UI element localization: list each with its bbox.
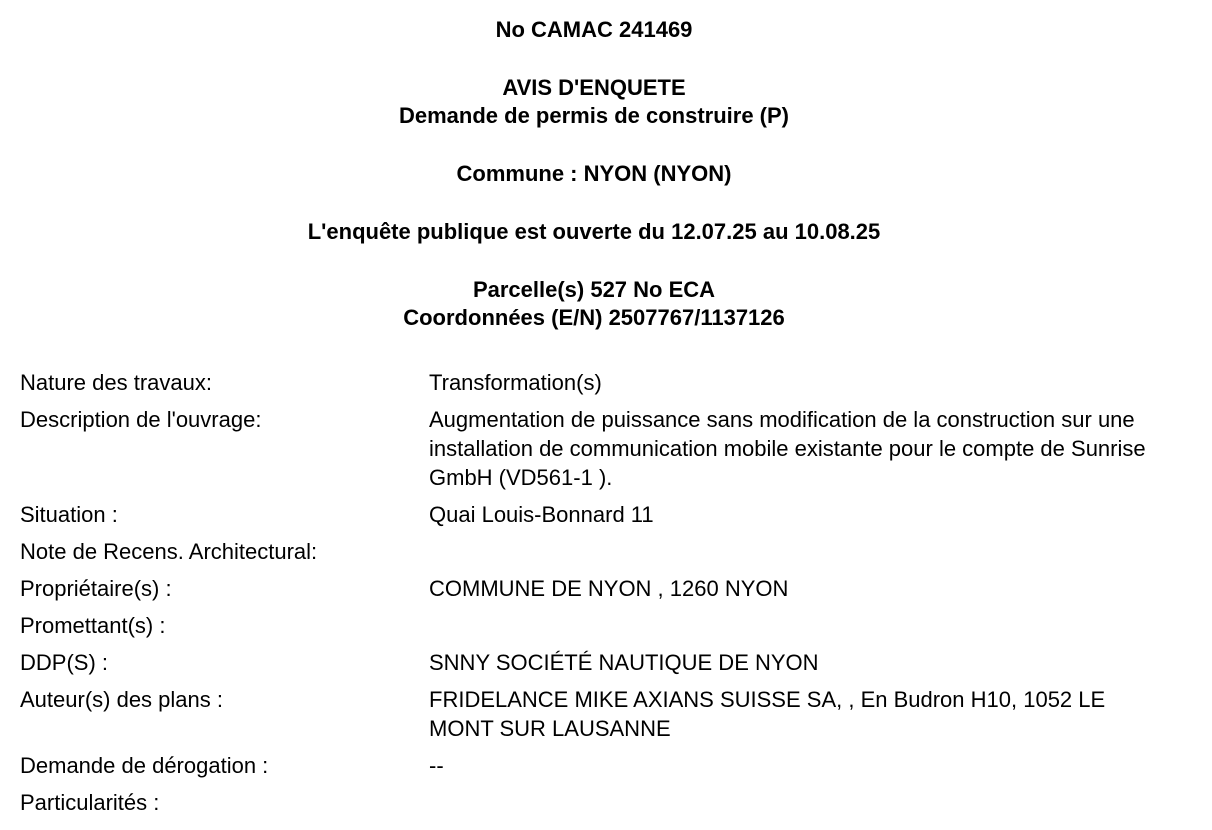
enquiry-period-text: L'enquête publique est ouverte du 12.07.25 au 10.08.25 <box>307 219 881 244</box>
detail-row-proprietaire <box>20 574 1190 603</box>
detail-value: Transformation(s) <box>429 370 602 395</box>
detail-label: Demande de dérogation : <box>20 753 269 778</box>
detail-value: FRIDELANCE MIKE AXIANS SUISSE SA, , En Budron H10, 1052 LE MONT SUR LAUSANNE <box>429 687 1106 741</box>
detail-row-nature <box>20 368 1190 397</box>
detail-value <box>429 537 1174 566</box>
detail-row-particularites <box>20 788 1190 817</box>
detail-row-auteur <box>20 685 1190 743</box>
detail-label: Situation : <box>20 502 118 527</box>
detail-label: Auteur(s) des plans : <box>20 687 223 712</box>
detail-label: Note de Recens. Architectural: <box>20 539 318 564</box>
detail-label: Promettant(s) : <box>20 613 166 638</box>
commune-heading <box>0 160 1188 188</box>
detail-value: COMMUNE DE NYON , 1260 NYON <box>429 576 789 601</box>
parcel-number: Parcelle(s) 527 No ECA <box>472 277 716 302</box>
detail-label: DDP(S) : <box>20 650 108 675</box>
detail-row-description <box>20 405 1190 492</box>
detail-value <box>429 788 1174 817</box>
camac-number-text: No CAMAC 241469 <box>495 17 693 42</box>
detail-label: Propriétaire(s) : <box>20 576 172 601</box>
detail-value: -- <box>429 753 444 778</box>
detail-label: Particularités : <box>20 790 160 815</box>
detail-label: Nature des travaux: <box>20 370 212 395</box>
detail-value <box>429 611 1174 640</box>
detail-row-situation <box>20 500 1190 529</box>
details-list <box>20 368 1190 825</box>
notice-title: AVIS D'ENQUETE <box>502 75 686 100</box>
detail-value: Augmentation de puissance sans modification de la construction sur une installation de communication mobile existante pour le compte de Sunrise GmbH (VD561-1 ). <box>429 407 1146 490</box>
coordinates: Coordonnées (E/N) 2507767/1137126 <box>403 305 785 330</box>
detail-label: Description de l'ouvrage: <box>20 407 262 432</box>
parcel-block <box>0 276 1188 332</box>
detail-value: SNNY SOCIÉTÉ NAUTIQUE DE NYON <box>429 650 819 675</box>
notice-title-block <box>0 74 1188 130</box>
notice-subtitle: Demande de permis de construire (P) <box>399 103 789 128</box>
detail-row-derogation <box>20 751 1190 780</box>
detail-row-recensement <box>20 537 1190 566</box>
detail-row-ddp <box>20 648 1190 677</box>
camac-number <box>0 16 1188 44</box>
detail-row-promettant <box>20 611 1190 640</box>
commune-text: Commune : NYON (NYON) <box>456 161 732 186</box>
enquiry-period <box>0 218 1188 246</box>
detail-value: Quai Louis-Bonnard 11 <box>429 502 654 527</box>
